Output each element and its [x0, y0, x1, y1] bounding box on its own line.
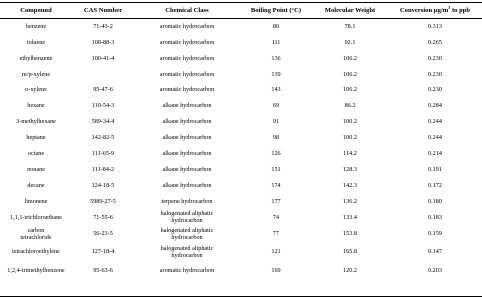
- cell-compound: hexane: [27, 101, 45, 109]
- cell-conversion: 0.183: [428, 213, 442, 221]
- cell-molecular-weight: 92.1: [344, 38, 356, 46]
- cell-molecular-weight: 153.8: [343, 230, 357, 238]
- cell-cas-number: 71-55-6: [93, 213, 113, 221]
- cell-boiling-point: 174: [271, 181, 281, 189]
- cell-conversion: 0.214: [428, 149, 442, 157]
- cell-cas-number: 71-43-2: [93, 22, 113, 30]
- cell-molecular-weight: 78.1: [344, 22, 356, 30]
- cell-compound: o-xylene: [25, 86, 47, 94]
- cell-cas-number: 95-63-6: [93, 267, 113, 275]
- cell-molecular-weight: 136.2: [343, 197, 357, 205]
- cell-conversion: 0.230: [428, 54, 442, 62]
- cell-conversion: 0.180: [428, 197, 442, 205]
- cell-cas-number: 95-47-6: [93, 86, 113, 94]
- cell-boiling-point: 143: [271, 86, 281, 94]
- cell-boiling-point: 169: [271, 267, 281, 275]
- cell-chemical-class: terpene hydrocarbon: [161, 197, 213, 205]
- cell-conversion: 0.230: [428, 86, 442, 94]
- header-boiling-point: Boiling Point (°C): [250, 6, 302, 14]
- cell-cas-number: 111-84-2: [91, 165, 115, 173]
- cell-chemical-class: alkane hydrocarbon: [162, 117, 212, 125]
- cell-boiling-point: 69: [272, 101, 280, 109]
- cell-conversion: 0.159: [428, 230, 442, 238]
- cell-cas-number: 127-18-4: [91, 248, 115, 256]
- cell-conversion: 0.191: [428, 165, 442, 173]
- cell-boiling-point: 136: [271, 54, 281, 62]
- cell-cas-number: 110-54-3: [91, 101, 115, 109]
- cell-compound: carbon tetrachloride: [20, 226, 52, 241]
- cell-compound: decane: [27, 181, 45, 189]
- cell-boiling-point: 98: [272, 133, 280, 141]
- cell-cas-number: 100-41-4: [91, 54, 115, 62]
- cell-boiling-point: 80: [272, 22, 280, 30]
- cell-compound: tetrachloroethylene: [12, 248, 60, 256]
- cell-boiling-point: 126: [271, 149, 281, 157]
- cell-conversion: 0.244: [428, 117, 442, 125]
- cell-molecular-weight: 142.3: [343, 181, 357, 189]
- cell-molecular-weight: 100.2: [343, 133, 357, 141]
- header-chemical-class: Chemical Class: [165, 6, 209, 14]
- cell-boiling-point: 177: [271, 197, 281, 205]
- cell-chemical-class: halogenated aliphatic hydrocarbon: [160, 226, 214, 241]
- cell-cas-number: 589-34-4: [91, 117, 115, 125]
- cell-molecular-weight: 128.3: [343, 165, 357, 173]
- cell-compound: limonene: [24, 197, 48, 205]
- cell-chemical-class: alkane hydrocarbon: [162, 101, 212, 109]
- cell-molecular-weight: 106.2: [343, 86, 357, 94]
- cell-chemical-class: aromatic hydrocarbon: [159, 86, 215, 94]
- cell-compound: heptane: [26, 133, 46, 141]
- cell-chemical-class: alkane hydrocarbon: [162, 133, 212, 141]
- cell-cas-number: 111-65-9: [91, 149, 115, 157]
- cell-compound: nonane: [27, 165, 45, 173]
- cell-molecular-weight: 106.2: [343, 70, 357, 78]
- cell-compound: m/p-xylene: [21, 70, 51, 78]
- cell-chemical-class: alkane hydrocarbon: [162, 149, 212, 157]
- cell-boiling-point: 91: [272, 117, 280, 125]
- cell-boiling-point: 121: [271, 248, 281, 256]
- cell-conversion: 0.265: [428, 38, 442, 46]
- cell-cas-number: [72, 67, 134, 83]
- cell-chemical-class: alkane hydrocarbon: [162, 181, 212, 189]
- cell-molecular-weight: 133.4: [343, 213, 357, 221]
- cell-boiling-point: 74: [272, 213, 280, 221]
- cell-chemical-class: aromatic hydrocarbon: [159, 54, 215, 62]
- cell-compound: 1,1,1-trichloroethane: [10, 213, 62, 221]
- cell-chemical-class: halogenated aliphatic hydrocarbon: [160, 210, 214, 224]
- cell-compound: benzene: [25, 22, 47, 30]
- cell-compound: ethylbenzene: [19, 54, 53, 62]
- cell-molecular-weight: 86.2: [344, 101, 356, 109]
- cell-chemical-class: aromatic hydrocarbon: [159, 267, 215, 275]
- cell-molecular-weight: 100.2: [343, 117, 357, 125]
- cell-chemical-class: alkane hydrocarbon: [162, 165, 212, 173]
- cell-conversion: 0.172: [428, 181, 442, 189]
- cell-boiling-point: 77: [272, 230, 280, 238]
- cell-boiling-point: 139: [271, 70, 281, 78]
- header-conversion: [388, 3, 482, 18]
- cell-compound: toluene: [26, 38, 46, 46]
- cell-compound: 1,2,4-trimethylbenzene: [7, 267, 65, 275]
- cell-cas-number: 108-88-3: [91, 38, 115, 46]
- header-compound: Compound: [20, 6, 52, 14]
- header-molecular-weight: Molecular Weight: [324, 6, 376, 14]
- table-bottom-rule: [0, 296, 482, 297]
- header-cas-number: CAS Number: [83, 6, 123, 14]
- cell-cas-number: 56-23-5: [93, 230, 113, 238]
- cell-conversion: 0.244: [428, 133, 442, 141]
- cell-compound: 3-methylhexane: [16, 117, 56, 125]
- cell-boiling-point: 151: [271, 165, 281, 173]
- cell-molecular-weight: 165.8: [343, 248, 357, 256]
- cell-conversion: 0.147: [428, 248, 442, 256]
- cell-molecular-weight: 106.2: [343, 54, 357, 62]
- cell-conversion: 0.284: [428, 101, 442, 109]
- cell-conversion: 0.230: [428, 70, 442, 78]
- cell-compound: octane: [27, 149, 45, 157]
- cell-chemical-class: aromatic hydrocarbon: [159, 38, 215, 46]
- cell-cas-number: 5989-27-5: [90, 197, 116, 205]
- cell-chemical-class: halogenated aliphatic hydrocarbon: [160, 244, 214, 259]
- cell-chemical-class: aromatic hydrocarbon: [159, 70, 215, 78]
- cell-chemical-class: aromatic hydrocarbon: [159, 22, 215, 30]
- cell-molecular-weight: 114.2: [343, 149, 357, 157]
- cell-cas-number: 142-82-5: [91, 133, 115, 141]
- cell-molecular-weight: 120.2: [343, 267, 357, 275]
- header-conversion-text: Conversion $\mu g/m^3$ to ppb: [399, 4, 471, 14]
- cell-cas-number: 124-18-5: [91, 181, 115, 189]
- cell-conversion: 0.313: [428, 22, 442, 30]
- cell-boiling-point: 111: [271, 38, 281, 46]
- cell-conversion: 0.203: [428, 267, 442, 275]
